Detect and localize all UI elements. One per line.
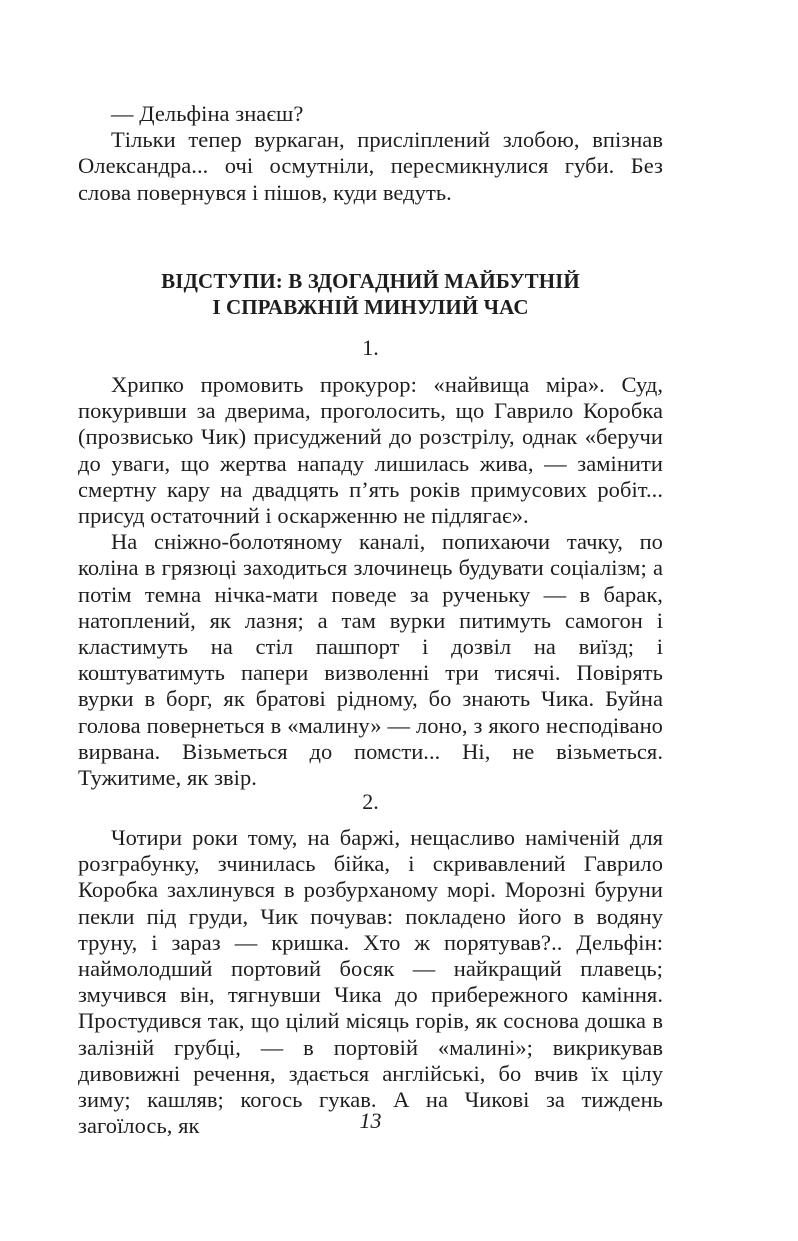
section-number-1: 1. [362,335,379,360]
paragraph: На сніжно-болотяному каналі, попихаючи тачку, по коліна в грязюці заходиться злочинець будувати соціалізм; а потім темна нічка-мати поведе за рученьку — в барак, натоплений, як лазня; а там вурки питимуть самогон і кластимуть на стіл пашпорт і дозвіл на виїзд; і коштуватимуть папери визволенні три тисячі. Повірять вурки в борг, як братові рідному, бо знають Чика. Буйна голова повернеться в «малину» — лоно, з якого несподівано вирвана. Візьметься до помсти... Ні, не візьметься. Тужитиме, як звір. [78,529,663,791]
paragraph: Тільки тепер вуркаган, присліплений злобою, впізнав Олександра... очі осмутніли, пересмикнулися губи. Без слова повернувся і пішов, куди ведуть. [78,127,663,205]
section-number-2: 2. [362,789,379,814]
section-1-text [78,372,663,791]
section-2-text [78,825,663,1139]
intro-text [78,101,663,206]
section-heading-line-2: І СПРАВЖНІЙ МИНУЛИЙ ЧАС [212,295,529,319]
section-heading-line-1: ВІДСТУПИ: В ЗДОГАДНИЙ МАЙБУТНІЙ [161,269,580,293]
paragraph: Хрипко промовить прокурор: «найвища міра». Суд, покуривши за дверима, проголосить, що Гаврило Коробка (прозвисько Чик) присуджений до розстрілу, однак «беручи до уваги, що жертва нападу лишилась жива, — замінити смертну кару на двадцять п’ять років примусових робіт... присуд остаточний і оскарженню не підлягає». [78,372,663,529]
paragraph: — Дельфіна знаєш? [111,101,304,126]
page-number: 13 [359,1108,382,1133]
paragraph: Чотири роки тому, на баржі, нещасливо наміченій для розграбунку, зчинилась бійка, і скривавлений Гаврило Коробка захлинувся в розбурханому морі. Морозні буруни пекли під груди, Чик почував: покладено його в водяну труну, і зараз — кришка. Хто ж порятував?.. Дельфін: наймолодший портовий босяк — найкращий плавець; змучився він, тягнувши Чика до прибережного каміння. Простудився так, що цілий місяць горів, як соснова дошка в залізній грубці, — в портовій «малині»; викрикував дивовижні речення, здається англійські, бо вчив їх цілу зиму; кашляв; когось гукав. А на Чикові за тиждень загоїлось, як [78,825,663,1139]
